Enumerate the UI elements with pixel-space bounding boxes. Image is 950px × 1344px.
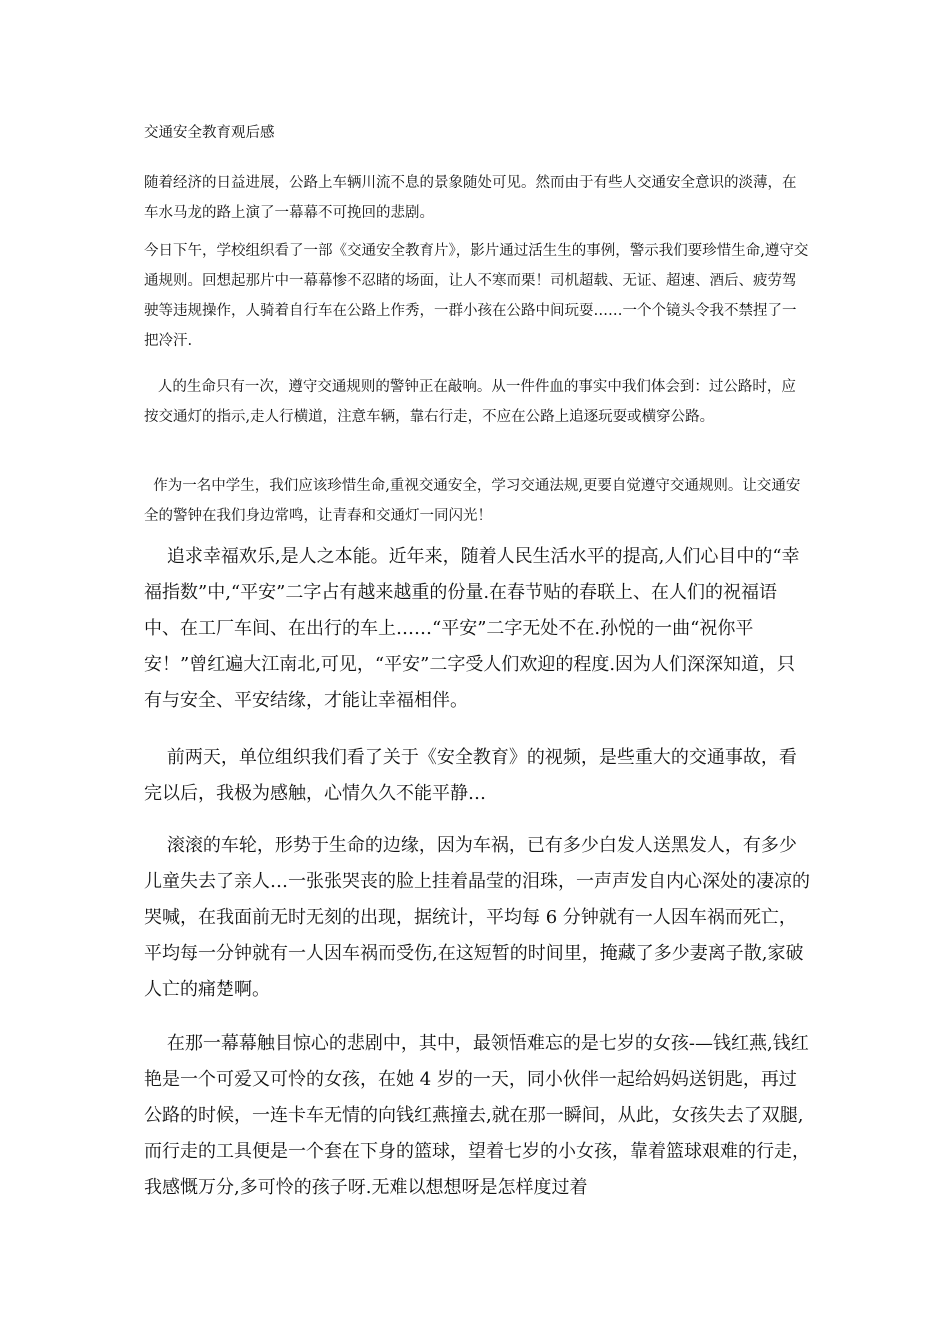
paragraph-4: 作为一名中学生，我们应该珍惜生命,重视交通安全，学习交通法规,更要自觉遵守交通规则。让交通安全的警钟在我们身边常鸣，让青春和交通灯一同闪光！ [144,478,801,524]
document-title: 交通安全教育观后感 [144,125,275,141]
paragraph-5: 追求幸福欢乐,是人之本能。近年来，随着人民生活水平的提高,人们心目中的“幸福指数”中,“平安”二字占有越来越重的份量.在春节贴的春联上、在人们的祝福语中、在工厂车间、在出行的车上……“平安”二字无处不在.孙悦的一曲“祝你平安！”曾红遍大江南北,可见，“平安”二字受人们欢迎的程度.因为人们深深知道，只有与安全、平安结缘，才能让幸福相伴。 [144,546,800,711]
paragraph-3: 人的生命只有一次，遵守交通规则的警钟正在敲响。从一件件血的事实中我们体会到：过公路时，应 按交通灯的指示,走人行横道，注意车辆，靠右行走，不应在公路上追逐玩耍或横穿公路。 [144,379,806,425]
paragraph-1: 随着经济的日益进展，公路上车辆川流不息的景象随处可见。然而由于有些人交通安全意识的淡薄，在车水马龙的路上演了一幕幕不可挽回的悲剧。 [144,175,797,221]
paragraph-7: 滚滚的车轮，形势于生命的边缘，因为车祸，已有多少白发人送黑发人，有多少儿童失去了亲人…一张张哭丧的脸上挂着晶莹的泪珠，一声声发自内心深处的凄凉的哭喊，在我面前无时无刻的出现，据统计，平均每 6 分钟就有一人因车祸而死亡，平均每一分钟就有一人因车祸而受伤,在这短暂的时间里，掩藏了多少妻离子散,家破人亡的痛楚啊。 [144,835,810,1000]
paragraph-2: 今日下午，学校组织看了一部《交通安全教育片》，影片通过活生生的事例，警示我们要珍惜生命,遵守交通规则。回想起那片中一幕幕惨不忍睹的场面，让人不寒而栗！司机超载、无证、超速、酒后、疲劳驾驶等违规操作，人骑着自行车在公路上作秀，一群小孩在公路中间玩耍……一个个镜头令我不禁捏了一把冷汗. [144,243,809,349]
paragraph-8: 在那一幕幕触目惊心的悲剧中，其中，最领悟难忘的是七岁的女孩-—钱红燕,钱红艳是一个可爱又可怜的女孩，在她 4 岁的一天，同小伙伴一起给妈妈送钥匙，再过公路的时候，一连卡车无情的向钱红燕撞去,就在那一瞬间，从此，女孩失去了双腿,而行走的工具便是一个套在下身的篮球，望着七岁的小女孩，靠着篮球艰难的行走，我感慨万分,多可怜的孩子呀.无难以想想呀是怎样度过着 [144,1033,810,1198]
paragraph-6: 前两天，单位组织我们看了关于《安全教育》的视频，是些重大的交通事故，看完以后，我极为感触，心情久久不能平静… [144,747,797,804]
